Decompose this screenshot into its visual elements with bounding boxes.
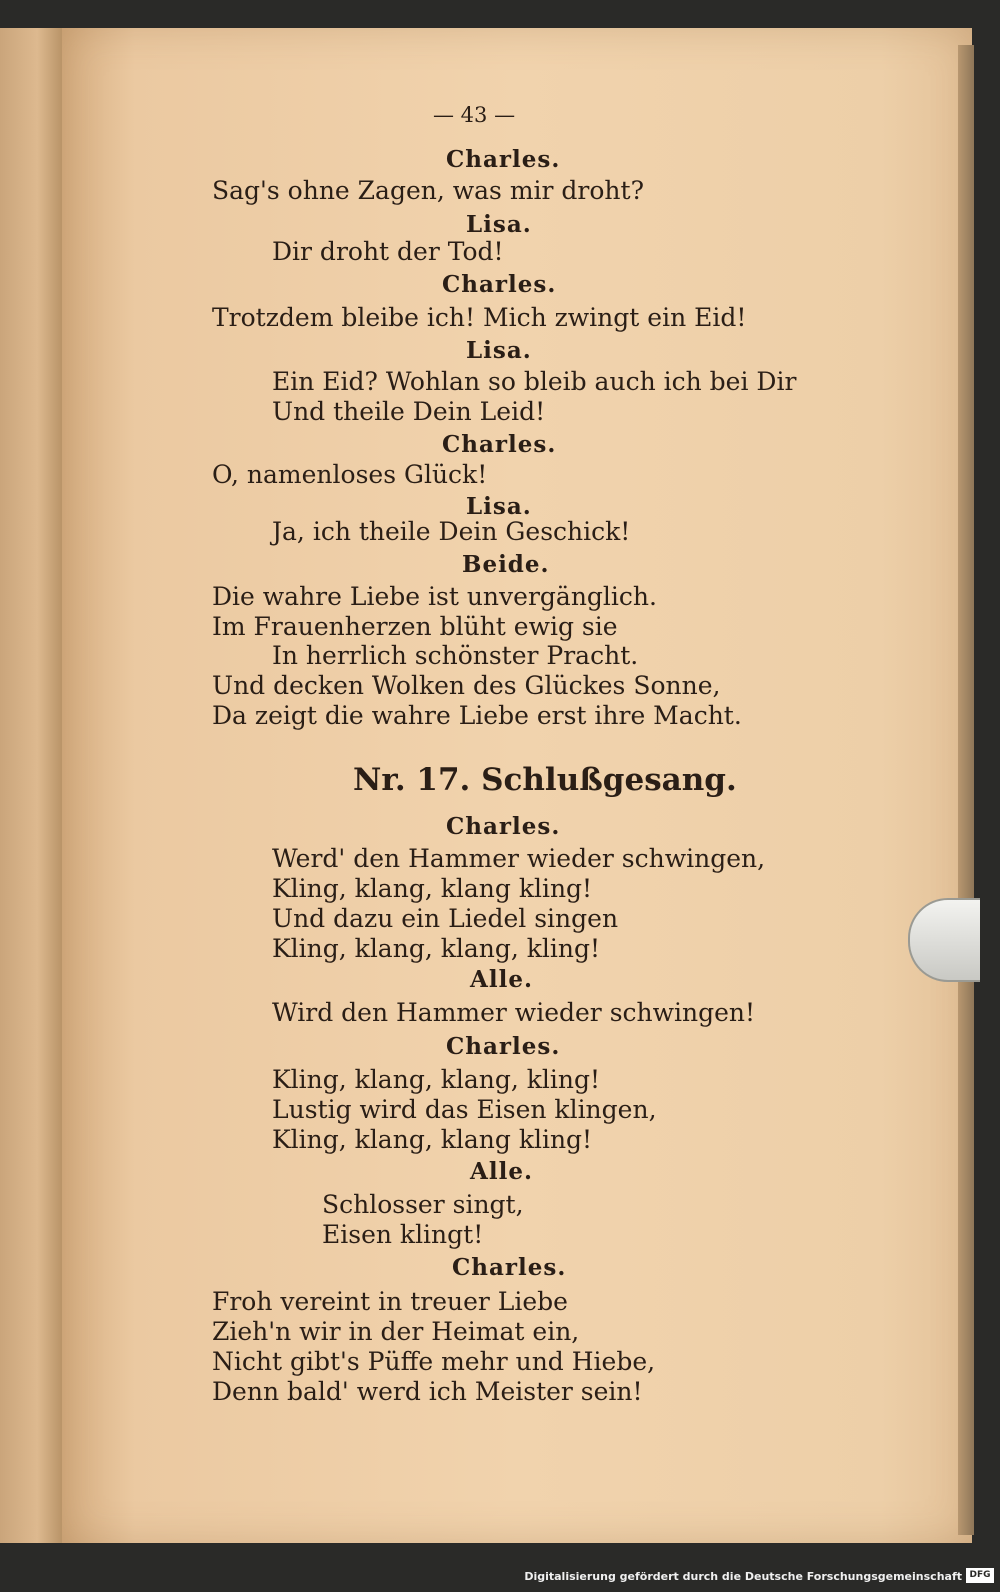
verse-line: Kling, klang, klang kling! — [272, 874, 593, 903]
speaker-label: Charles. — [452, 1254, 567, 1281]
verse-line: Schlosser singt, — [322, 1190, 524, 1219]
verse-line: Ja, ich theile Dein Geschick! — [272, 517, 631, 546]
verse-line: Ein Eid? Wohlan so bleib auch ich bei Dir — [272, 367, 797, 396]
speaker-label: Lisa. — [466, 211, 532, 238]
verse-line: Die wahre Liebe ist unvergänglich. — [212, 582, 657, 611]
verse-line: Zieh'n wir in der Heimat ein, — [212, 1317, 580, 1346]
verse-line: O, namenloses Glück! — [212, 460, 488, 489]
dfg-logo-icon: DFG — [966, 1568, 994, 1583]
verse-line: Und decken Wolken des Glückes Sonne, — [212, 671, 721, 700]
speaker-label: Lisa. — [466, 337, 532, 364]
footer-bar — [0, 1550, 1000, 1592]
verse-line: In herrlich schönster Pracht. — [272, 641, 639, 670]
verse-line: Kling, klang, klang, kling! — [272, 1065, 601, 1094]
verse-line: Da zeigt die wahre Liebe erst ihre Macht. — [212, 701, 742, 730]
verse-line: Lustig wird das Eisen klingen, — [272, 1095, 657, 1124]
verse-line: Denn bald' werd ich Meister sein! — [212, 1377, 643, 1406]
verse-line: Froh vereint in treuer Liebe — [212, 1287, 568, 1316]
verse-line: Kling, klang, klang kling! — [272, 1125, 593, 1154]
verse-line: Kling, klang, klang, kling! — [272, 934, 601, 963]
speaker-label: Lisa. — [466, 493, 532, 520]
verse-line: Werd' den Hammer wieder schwingen, — [272, 844, 766, 873]
speaker-label: Charles. — [446, 1033, 561, 1060]
speaker-label: Charles. — [442, 431, 557, 458]
digitization-credit: Digitalisierung gefördert durch die Deutsche Forschungsgemeinschaft — [524, 1570, 962, 1583]
speaker-label: Charles. — [442, 271, 557, 298]
speaker-label: Beide. — [462, 551, 550, 578]
section-heading: Nr. 17. Schlußgesang. — [353, 762, 737, 798]
verse-line: Eisen klingt! — [322, 1220, 484, 1249]
verse-line: Dir droht der Tod! — [272, 237, 504, 266]
verse-line: Und theile Dein Leid! — [272, 397, 546, 426]
verse-line: Trotzdem bleibe ich! Mich zwingt ein Eid! — [212, 303, 747, 332]
speaker-label: Alle. — [470, 1158, 533, 1185]
speaker-label: Charles. — [446, 146, 561, 173]
speaker-label: Alle. — [470, 966, 533, 993]
verse-line: Nicht gibt's Püffe mehr und Hiebe, — [212, 1347, 656, 1376]
verse-line: Wird den Hammer wieder schwingen! — [272, 998, 756, 1027]
speaker-label: Charles. — [446, 813, 561, 840]
verse-line: Sag's ohne Zagen, was mir droht? — [212, 176, 644, 205]
verse-line: Und dazu ein Liedel singen — [272, 904, 619, 933]
verse-line: Im Frauenherzen blüht ewig sie — [212, 612, 618, 641]
page-number: — 43 — — [433, 103, 516, 127]
